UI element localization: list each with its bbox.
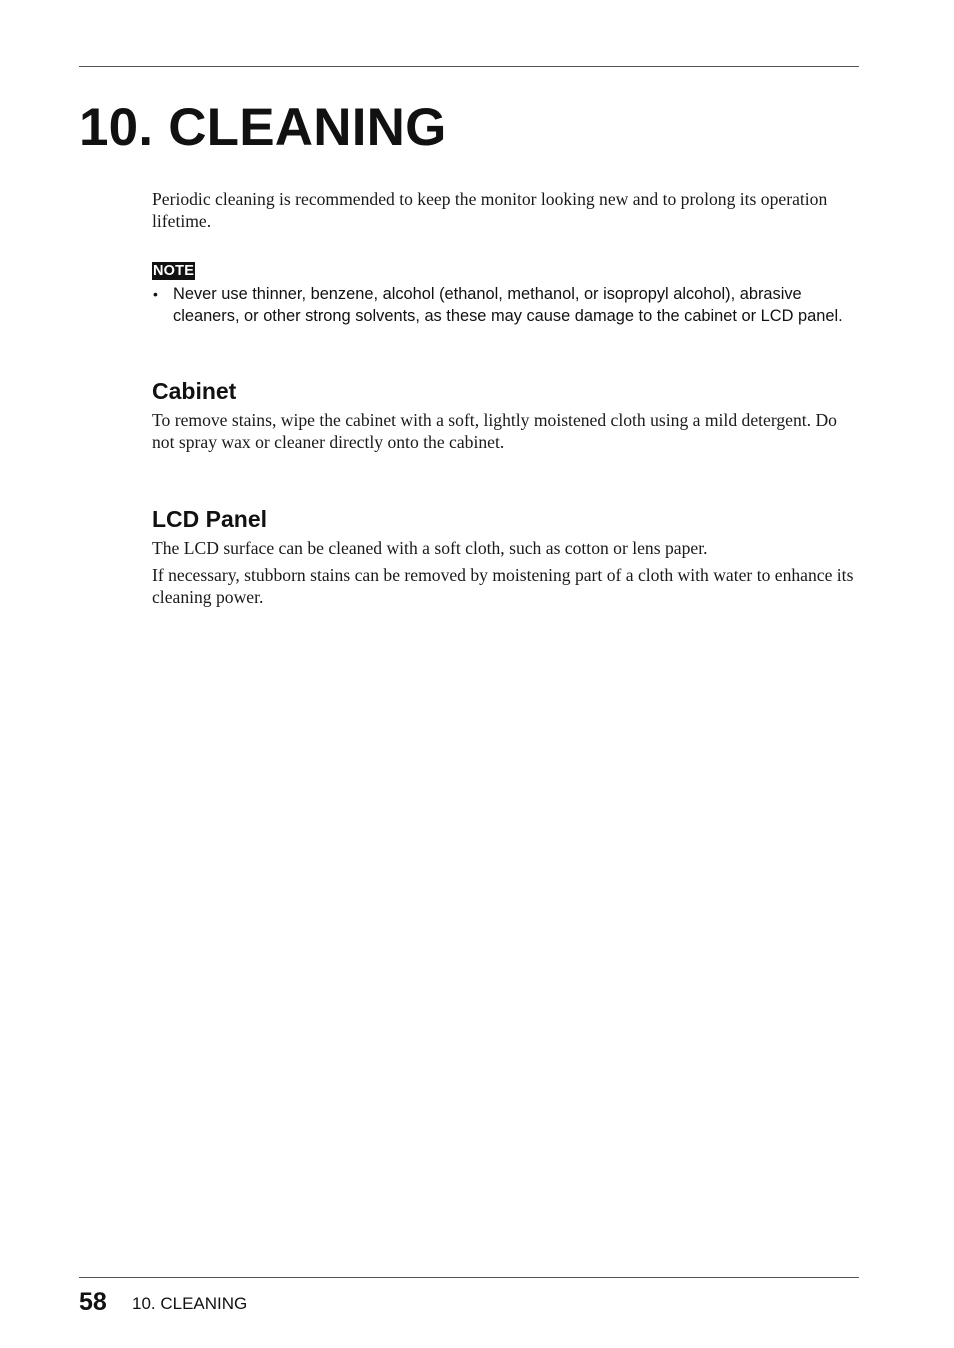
footer-rule (79, 1277, 859, 1278)
page-number: 58 (79, 1288, 107, 1316)
footer-section-label: 10. CLEANING (132, 1294, 248, 1313)
section-heading-lcd-panel: LCD Panel (152, 506, 268, 532)
header-rule (79, 66, 859, 67)
bullet-icon: • (153, 286, 158, 302)
note-item (152, 284, 862, 327)
note-list (152, 284, 862, 327)
lcd-panel-paragraph-2: If necessary, stubborn stains can be removed by moistening part of a cloth with water to enhance its cleaning power. (152, 565, 854, 607)
note-item-text: Never use thinner, benzene, alcohol (ethanol, methanol, or isopropyl alcohol), abrasive cleaners, or other strong solvents, as these may cause damage to the cabinet or LCD panel. (173, 285, 843, 325)
section-heading-cabinet: Cabinet (152, 378, 237, 404)
note-block (152, 262, 862, 327)
page-title: 10. CLEANING (79, 98, 447, 157)
note-badge: NOTE (153, 263, 195, 279)
page-content (152, 188, 862, 608)
lcd-panel-paragraph-1: The LCD surface can be cleaned with a soft cloth, such as cotton or lens paper. (152, 538, 708, 558)
cabinet-paragraph: To remove stains, wipe the cabinet with a soft, lightly moistened cloth using a mild detergent. Do not spray wax or cleaner directly onto the cabinet. (152, 410, 837, 452)
intro-paragraph: Periodic cleaning is recommended to keep the monitor looking new and to prolong its operation lifetime. (152, 189, 828, 231)
